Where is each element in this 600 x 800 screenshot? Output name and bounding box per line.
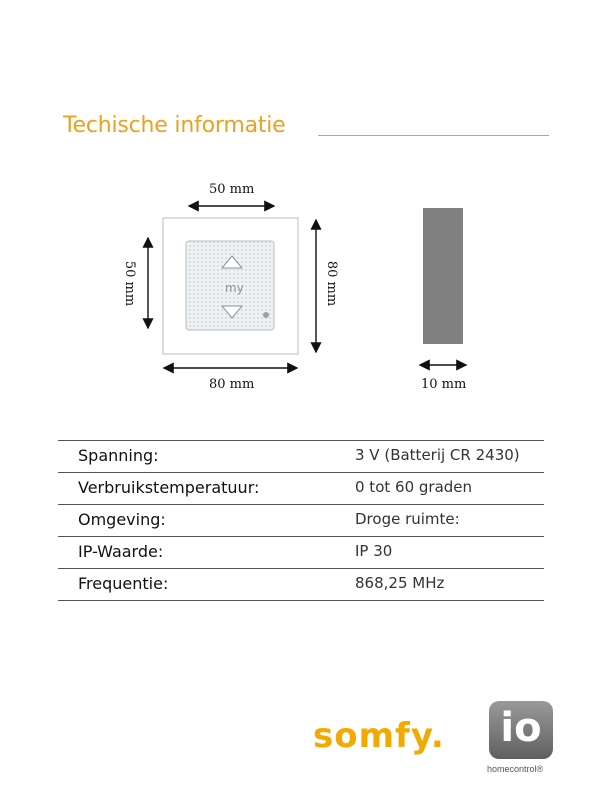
- spec-row: [58, 504, 544, 536]
- spec-value: IP 30: [355, 542, 393, 560]
- spec-label: Verbruikstemperatuur:: [78, 478, 260, 497]
- spec-row: [58, 440, 544, 472]
- spec-value: 0 tot 60 graden: [355, 478, 473, 496]
- spec-row: [58, 536, 544, 568]
- led-indicator: [263, 312, 269, 318]
- page-title: Techische informatie: [63, 113, 286, 138]
- spec-label: Spanning:: [78, 446, 159, 465]
- spec-row: [58, 568, 544, 601]
- io-badge-text: io: [500, 705, 542, 751]
- spec-row: [58, 472, 544, 504]
- spec-table: [58, 440, 544, 601]
- dim-front-left: 50 mm: [122, 260, 138, 307]
- spec-label: IP-Waarde:: [78, 542, 164, 561]
- side-profile: [423, 208, 463, 344]
- dim-front-top: 50 mm: [209, 182, 255, 197]
- io-caption: homecontrol®: [487, 764, 544, 774]
- my-button-icon: my: [225, 281, 244, 295]
- dim-side-bottom: 10 mm: [421, 377, 467, 392]
- somfy-logo: somfy.: [313, 716, 445, 756]
- dim-front-right: 80 mm: [324, 260, 340, 307]
- spec-value: 868,25 MHz: [355, 574, 445, 592]
- spec-label: Frequentie:: [78, 574, 169, 593]
- spec-value: 3 V (Batterij CR 2430): [355, 446, 520, 464]
- spec-value: Droge ruimte:: [355, 510, 460, 528]
- spec-label: Omgeving:: [78, 510, 166, 529]
- dim-front-bottom: 80 mm: [209, 377, 255, 392]
- io-homecontrol-logo: [489, 701, 553, 759]
